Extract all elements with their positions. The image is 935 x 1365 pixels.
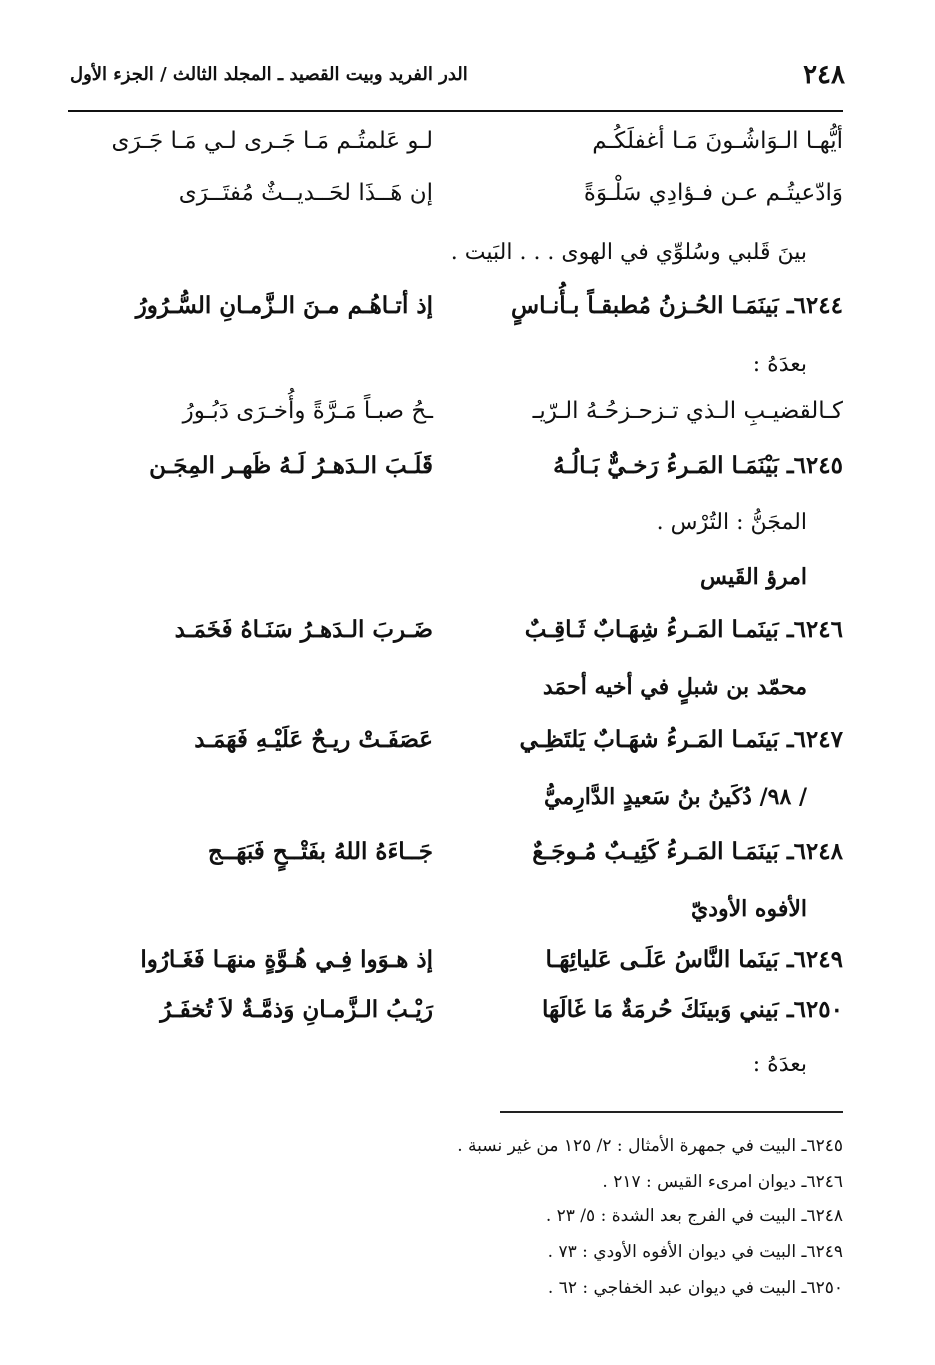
poet-attribution: محمّد بن شبلٍ في أخيه أحمَد: [542, 674, 807, 700]
verse-first-hemistich: وَادّعيتُـم عـن فـؤادِي سَلْـوَةً: [583, 180, 843, 206]
verse-second-hemistich: لـو عَلمتُـم مَـا جَـرى لـي مَـا جَـرَى: [111, 128, 433, 154]
poet-attribution: الأفوه الأوديّ: [690, 896, 807, 922]
header-rule: [68, 110, 843, 112]
poet-attribution: / ٩٨/ دُكَينُ بنُ سَعيدٍ الدَّارِميُّ: [544, 784, 807, 810]
verse-first-hemistich: كـالقضيـبِ الـذي تـزحـزحُـهُ الـرّيـ: [532, 398, 843, 424]
footnote: ٦٢٤٦ـ ديوان امرىء القيس : ٢١٧ .: [602, 1172, 843, 1192]
footnote: ٦٢٥٠ـ البيت في ديوان عبد الخفاجي : ٦٢ .: [547, 1278, 843, 1298]
page-header: [70, 60, 845, 100]
verse-first-hemistich: ٦٢٤٦ـ بَينَمـا المَـرءُ شِهَـابٌ ثَـاقِـبٌ: [524, 616, 843, 643]
running-title: الدر الفريد وبيت القصيد ـ المجلد الثالث / الجزء الأول: [70, 64, 468, 85]
prose-line: بينَ قَلبي وسُلوِّي في الهوى . . . البَيت .: [450, 240, 807, 265]
verse-line: [98, 128, 843, 172]
prose-line: المجَنُّ : التُرْس .: [656, 510, 807, 535]
verse-second-hemistich: رَيْـبُ الـزَّمـانِ وَذمَّـةٌ لاَ تُخفَـرُ: [160, 996, 433, 1023]
verse-first-hemistich: ٦٢٤٥ـ بَيْنَمَـا المَـرءُ رَخـيٌّ بَـالُـهُ: [553, 452, 843, 479]
footnote: ٦٢٤٩ـ البيت في ديوان الأفوه الأودي : ٧٣ .: [547, 1242, 843, 1262]
verse-second-hemistich: إن هَــذَا لحَــديــثٌ مُفتَــرَى: [178, 180, 433, 206]
verse-second-hemistich: ـحُ صبـاً مَـرَّةً وأُخـرَى دَبُـورُ: [182, 398, 433, 424]
verse-second-hemistich: قَلَـبَ الـدَهـرُ لَـهُ ظَهـر المِجَـن: [149, 452, 433, 479]
verse-second-hemistich: عَصَفَـتْ ريـحٌ عَلَيْـهِ فَهَمَـد: [194, 726, 433, 753]
verse-first-hemistich: ٦٢٤٧ـ بَينَمـا المَـرءُ شهَـابٌ يَلتَظِـي: [519, 726, 843, 753]
verse-first-hemistich: أيُّهـا الـوَاشُـونَ مَـا أغفلَكُـم: [592, 128, 843, 154]
footnote: ٦٢٤٨ـ البيت في الفرج بعد الشدة : ٥/ ٢٣ .: [545, 1206, 843, 1226]
poet-attribution: امرؤ القَيس: [700, 564, 807, 590]
verse-line: [98, 398, 843, 442]
verse-line: [98, 726, 843, 770]
verse-second-hemistich: إذ هـوَوا فِـي هُـوَّةٍ منهَـا فَغَـارُوا: [140, 946, 433, 973]
verse-first-hemistich: ٦٢٤٤ـ بَينَمَـا الحُـزنُ مُطبقـاً بـأُنـاسٍ: [511, 292, 843, 319]
verse-line: [98, 946, 843, 990]
footnote: ٦٢٤٥ـ البيت في جمهرة الأمثال : ٢/ ١٢٥ من غير نسبة .: [457, 1136, 843, 1156]
verse-second-hemistich: جَــاءَهُ اللهُ بفَتْــحٍ فَبَهَــج: [207, 838, 433, 865]
verse-first-hemistich: ٦٢٤٩ـ بَينَما النَّاسُ عَلَـى عَليائِهَـا: [545, 946, 843, 973]
verse-line: [98, 452, 843, 496]
verse-line: [98, 838, 843, 882]
verse-second-hemistich: ضَـربَ الـدَهـرُ سَنَـاهُ فَخَمَـد: [174, 616, 433, 643]
prose-line: بعدَهُ :: [752, 352, 807, 377]
verse-line: [98, 180, 843, 224]
verse-first-hemistich: ٦٢٥٠ـ بَيني وَبينَكَ حُرمَةٌ مَا غَالَهَا: [542, 996, 843, 1023]
page-number: ٢٤٨: [803, 60, 845, 90]
verse-second-hemistich: إذ أتـاهُـم مـنَ الـزَّمـانِ السُّـرُورُ: [135, 292, 433, 319]
verse-first-hemistich: ٦٢٤٨ـ بَينَمَـا المَـرءُ كَئِيـبٌ مُـوجَـعٌ: [532, 838, 843, 865]
verse-line: [98, 292, 843, 336]
verse-line: [98, 996, 843, 1040]
verse-line: [98, 616, 843, 660]
footnote-rule: [500, 1111, 843, 1113]
prose-line: بعدَهُ :: [752, 1052, 807, 1077]
